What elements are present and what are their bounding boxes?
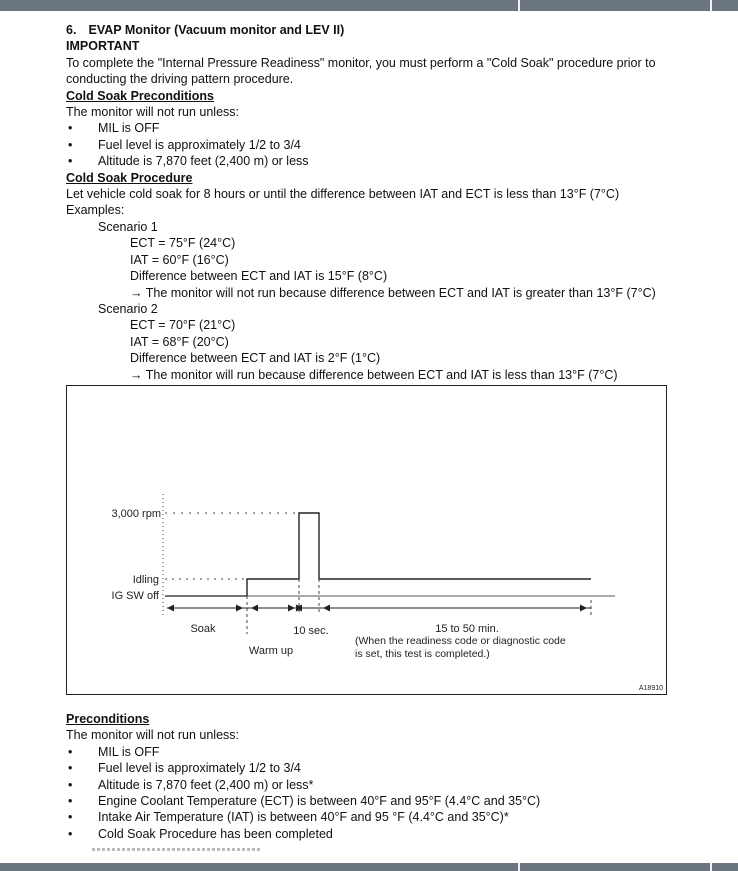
preconditions-intro: The monitor will not run unless: [66,728,239,743]
label-note-2: is set, this test is completed.) [355,648,490,660]
preconditions-heading: Preconditions [66,712,150,726]
label-3000-rpm: 3,000 rpm [111,508,161,520]
cold-soak-preconditions-heading: Cold Soak Preconditions [66,88,214,103]
cold-soak-procedure-heading: Cold Soak Procedure [66,170,193,185]
label-idling: Idling [132,574,159,586]
list-item: • Cold Soak Procedure has been completed [66,826,726,842]
important-label: IMPORTANT [66,39,140,54]
document-body [66,22,726,383]
bottom-toolbar-strip [0,863,738,871]
diagram-svg [67,386,668,696]
section-number: 6. [66,23,77,37]
label-note-1: (When the readiness code or diagnostic code [355,635,566,647]
important-text-1: To complete the "Internal Pressure Readiness" monitor, you must perform a "Cold Soak" procedure prior to [66,55,656,70]
important-text-2: conducting the driving pattern procedure. [66,72,294,87]
toolbar-divider [710,863,712,871]
list-item: • MIL is OFF [66,744,726,760]
list-item: • Fuel level is approximately 1/2 to 3/4 [66,137,726,153]
scenario-1-ect: ECT = 75°F (24°C) [130,236,236,251]
list-item: • Fuel level is approximately 1/2 to 3/4 [66,760,726,776]
preconditions-section [66,711,726,842]
scenario-1-iat: IAT = 60°F (16°C) [130,252,229,267]
scenario-1-diff: Difference between ECT and IAT is 15°F (8°C) [130,269,388,284]
cut-off-text-line [92,848,262,851]
label-warm-up: Warm up [248,645,294,657]
scenario-2-title: Scenario 2 [98,301,158,316]
cold-soak-intro: The monitor will not run unless: [66,105,239,120]
scenario-2-result: → The monitor will run because difference between ECT and IAT is less than 13°F (7°C) [130,367,618,382]
scenario-1-result: → The monitor will not run because difference between ECT and IAT is greater than 13°F (7°C) [130,285,656,300]
figure-id: A18910 [638,685,663,692]
toolbar-divider [518,0,520,11]
list-item: • Intake Air Temperature (IAT) is between 40°F and 95 °F (4.4°C and 35°C)* [66,809,726,825]
list-item: • Altitude is 7,870 feet (2,400 m) or less [66,153,726,169]
scenario-2-ect: ECT = 70°F (21°C) [130,318,236,333]
list-item: • MIL is OFF [66,120,726,136]
label-15-to-50-min: 15 to 50 min. [435,623,499,635]
top-toolbar-strip [0,0,738,11]
engine-speed-trace [247,513,591,596]
scenario-1-title: Scenario 1 [98,219,158,234]
section-title: EVAP Monitor (Vacuum monitor and LEV II) [88,23,345,37]
scenario-2-iat: IAT = 68°F (20°C) [130,334,229,349]
list-item: • Engine Coolant Temperature (ECT) is between 40°F and 95°F (4.4°C and 35°C) [66,793,726,809]
cold-soak-procedure-text: Let vehicle cold soak for 8 hours or until the difference between IAT and ECT is less than 13°F (7°C) [66,187,620,202]
driving-pattern-diagram [66,385,667,695]
toolbar-divider [710,0,712,11]
label-ig-sw-off: IG SW off [111,590,159,602]
toolbar-divider [518,863,520,871]
section-heading [66,22,726,38]
scenario-2-diff: Difference between ECT and IAT is 2°F (1°C) [130,351,381,366]
label-soak: Soak [190,623,216,635]
examples-label: Examples: [66,203,125,218]
list-item: • Altitude is 7,870 feet (2,400 m) or less* [66,777,726,793]
label-10-sec: 10 sec. [293,625,329,637]
